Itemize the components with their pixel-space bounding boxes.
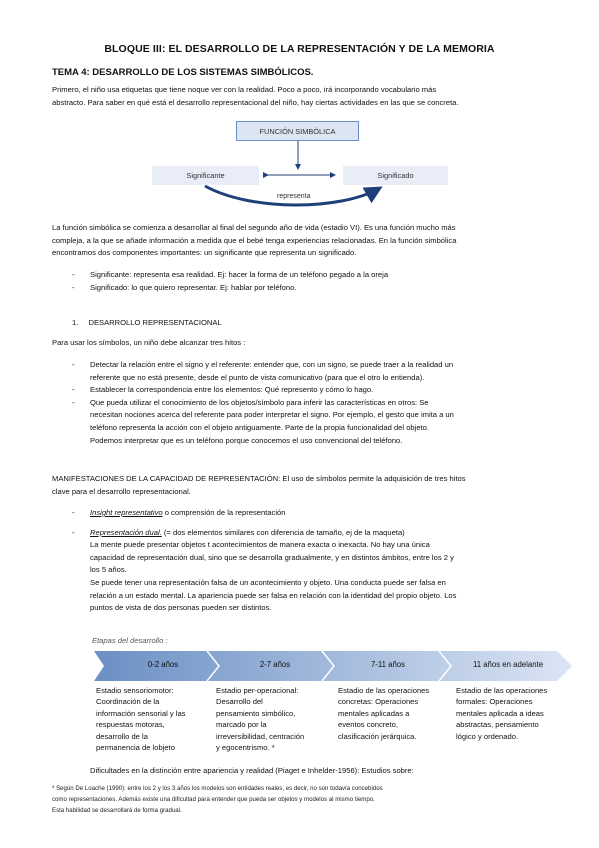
stage-description: Estadio de las operaciones concretas: Operaciones mentales aplicadas a eventos concreto, clasificación jerárquica. [338,686,430,741]
difficulties-line: Dificultades en la distinción entre apariencia y realidad (Piaget e Inhelder-1956): Estudios sobre: [90,766,414,775]
stage-label: 0-2 años [147,660,179,669]
paragraph-line: Para usar los símbolos, un niño debe alcanzar tres hitos : [52,338,246,347]
stage-label: 11 años en adelante [472,660,544,669]
stage-description: Estadio sensoriomotor: Coordinación de la información sensorial y las respuestas motoras, desarrollo de la permanencia de lobjeto [96,686,186,753]
section-lead [52,337,552,350]
stage-label: 7-11 años [370,660,406,669]
paragraph-line: MANIFESTACIONES DE LA CAPACIDAD DE REPRESENTACIÓN: El uso de símbolos permite la adquisición de tres hitos [52,474,466,483]
section-title: DESARROLLO REPRESENTACIONAL [88,318,222,327]
timeline-label: Etapas del desarrollo : [92,636,168,645]
intro-line: Primero, el niño usa etiquetas que tiene noque ver con la realidad. Poco a poco, irá incorporando vocabulario más [52,85,437,94]
paragraph-line: La función simbólica se comienza a desarrollar al final del segundo año de vida (estadio VI). Es una función mucho más [52,223,456,232]
diagram-caption: representa [277,193,311,200]
symbolic-paragraph [52,222,552,260]
components-list [72,269,388,294]
list-item: - Significado: lo que quiero representar. Ej: hablar por teléfono. [72,282,297,292]
paragraph-line: encontramos dos componentes importantes: un significante que representa un significado. [52,248,357,258]
intro-paragraph [52,84,552,109]
list-item: - Que pueda utilizar el conocimiento de los objetos/símbolo para inferir las características en otros: Se necesitan nociones acerca del referente para poder interpretar el signo. Por ejemplo, el gesto que imita a un teléfono representa la acción con el objeto antiguamente. Parte de la propia funcionalidad del objeto. Podemos interpretar que es un teléfono porque conocemos el uso convencional del teléfono. [72,397,454,445]
list-item: - Establecer la correspondencia entre los elementos: Qué represento y cómo lo hago. [72,385,374,395]
list-item: - Significante: representa esa realidad. Ej: hacer la forma de un teléfono pegado a la oreja [72,270,389,279]
section-number: 1. [72,318,79,327]
manifest-paragraph [52,473,552,498]
topic-heading: TEMA 4: DESARROLLO DE LOS SISTEMAS SIMBÓLICOS. [52,67,314,78]
page-title: BLOQUE III: EL DESARROLLO DE LA REPRESENTACIÓN Y DE LA MEMORIA [104,43,495,55]
diagram-significante-box: Significante [152,166,259,185]
list-item: - Detectar la relación entre el signo y el referente: entender que, con un signo, se puede traer a la realidad un referente que no está presente, desde el punto de vista comunicativo (para que el otro lo entienda). [72,360,454,382]
paragraph-line: clave para el desarrollo representacional. [52,486,191,496]
stage-description: Estadio per-operacional: Desarrollo del pensamiento simbólico, marcado por la irreversibilidad, centración y egocentrismo. * [216,686,305,753]
footnote: * Según De Loache (1990): entre los 2 y los 3 años los modelos son entidades reales, es decir, no son todavía concebidos como representaciones. Además existe una dificultad para entender que pueda ser objetos y modelos al mismo tiempo. Esta habilidad se desarrollará de forma gradual. [52,785,383,814]
diagram-top-box: FUNCIÓN SIMBÓLICA [236,121,359,141]
milestones-list [72,359,454,447]
manifest-list [72,507,456,615]
intro-line: abstracto. Para saber en qué está el desarrollo representacional del niño, hay ciertas actividades en las que se concreta. [52,97,459,107]
stage-description: Estadio de las operaciones formales: Operaciones mentales aplicada a ideas abstractas, pensamiento lógico y ordenado. [456,686,548,741]
list-item: - Representación dual. (= dos elementos similares con diferencia de tamaño, ej de la maqueta) La mente puede presentar objetos t acontecimientos de manera exacta o inexacta. No hay una única capacidad de representación dual, sino que se desarrolla gradualmente, y en distintos ámbitos, entre los 2 y los 5 años. Se puede tener una representación falsa de un acontecimiento y objeto. Una conducta puede ser falsa en relación a un estado mental. La apariencia puede ser falsa en relación con la identidad del propio objeto. Los puntos de vista de dos personas pueden ser distintos. [72,527,457,613]
list-item: - Insight representativo o comprensión de la representación [72,508,286,517]
stage-label: 2-7 años [259,660,291,669]
section-heading [72,318,222,327]
diagram-significado-box: Significado [343,166,448,185]
paragraph-line: compleja, a la que se añade información a medida que el bebé tenga experiencias relacionadas. En la función simbólica [52,235,457,245]
